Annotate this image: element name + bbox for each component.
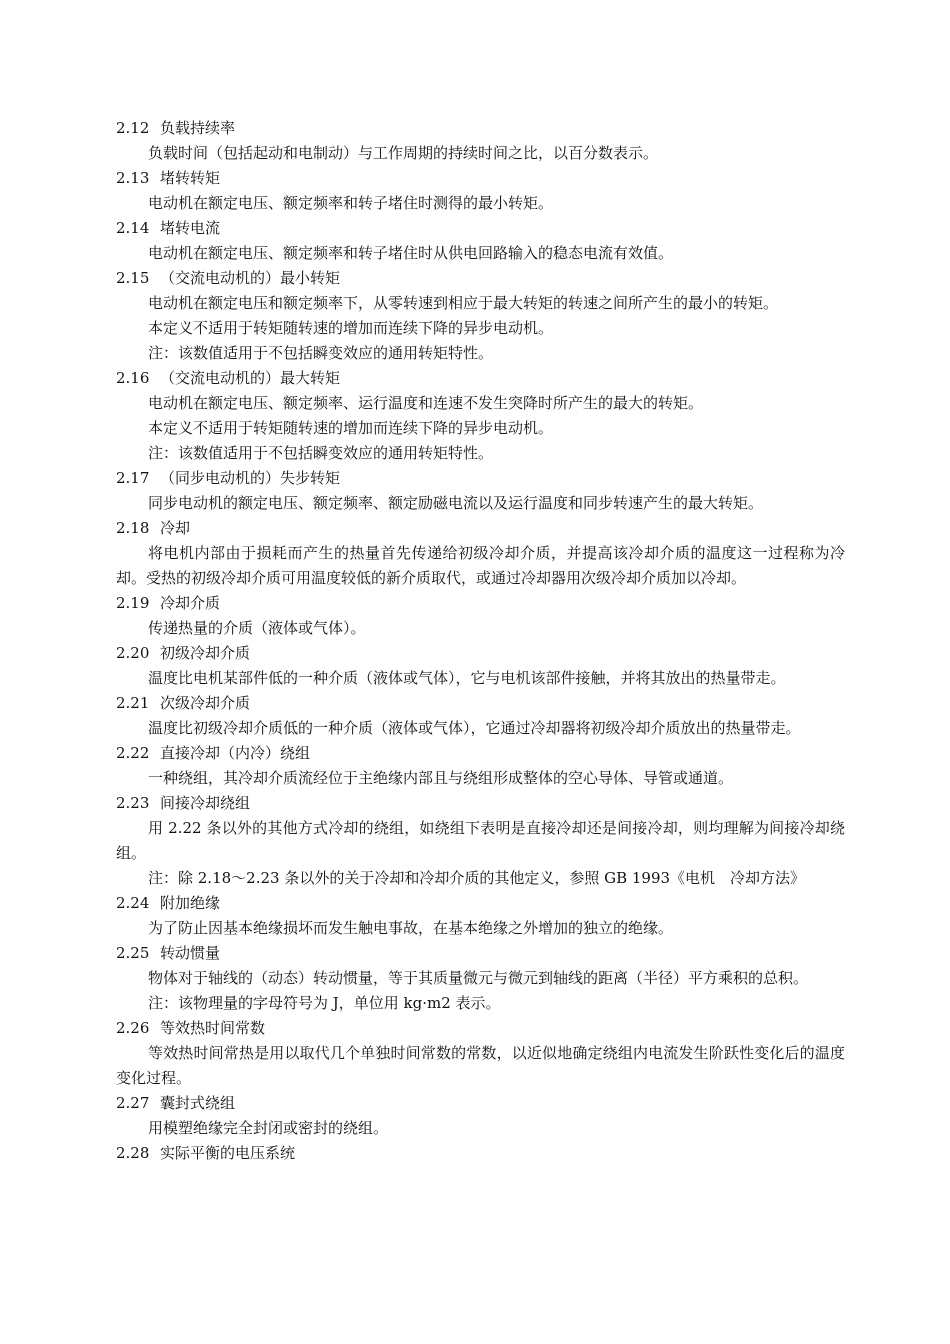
section-title: 间接冷却绕组 [160, 794, 251, 812]
definition-paragraph: 传递热量的介质（液体或气体）。 [148, 619, 366, 637]
definition-paragraph: 等效热时间常热是用以取代几个单独时间常数的常数，以近似地确定绕组内电流发生阶跃性变化后的温度变化过程。 [116, 1044, 845, 1087]
definition-section [0, 791, 950, 891]
section-title: 堵转电流 [160, 219, 221, 237]
section-number: 2.23 [116, 794, 150, 812]
definition-section [0, 641, 950, 691]
section-heading [0, 266, 950, 291]
section-title: （交流电动机的）最大转矩 [160, 369, 341, 387]
definition-paragraph: 电动机在额定电压、额定频率和转子堵住时从供电回路输入的稳态电流有效值。 [148, 244, 674, 262]
definition-paragraph: 用模塑绝缘完全封闭或密封的绕组。 [148, 1119, 389, 1137]
section-title: （交流电动机的）最小转矩 [160, 269, 341, 287]
section-heading [0, 891, 950, 916]
section-heading [0, 466, 950, 491]
section-number: 2.18 [116, 519, 150, 537]
section-title: 次级冷却介质 [160, 694, 251, 712]
section-heading [0, 366, 950, 391]
definition-paragraph: 温度比电机某部件低的一种介质（液体或气体），它与电机该部件接触，并将其放出的热量带走。 [148, 669, 786, 687]
section-heading [0, 216, 950, 241]
section-title: （同步电动机的）失步转矩 [160, 469, 341, 487]
note-paragraph: 注：该物理量的字母符号为 J，单位用 kg·m2 表示。 [148, 994, 501, 1012]
definition-paragraph: 温度比初级冷却介质低的一种介质（液体或气体），它通过冷却器将初级冷却介质放出的热量带走。 [148, 719, 801, 737]
definition-section [0, 116, 950, 166]
section-number: 2.15 [116, 269, 150, 287]
section-heading [0, 691, 950, 716]
definition-paragraph: 电动机在额定电压、额定频率和转子堵住时测得的最小转矩。 [148, 194, 554, 212]
section-heading [0, 1016, 950, 1041]
section-number: 2.14 [116, 219, 150, 237]
definition-section [0, 466, 950, 516]
section-heading [0, 1091, 950, 1116]
section-heading [0, 791, 950, 816]
definition-section [0, 941, 950, 1016]
section-number: 2.26 [116, 1019, 150, 1037]
definition-paragraph: 电动机在额定电压和额定频率下，从零转速到相应于最大转矩的转速之间所产生的最小的转矩。 [148, 294, 779, 312]
section-number: 2.21 [116, 694, 150, 712]
section-number: 2.13 [116, 169, 150, 187]
section-title: 附加绝缘 [160, 894, 221, 912]
definition-paragraph: 用 2.22 条以外的其他方式冷却的绕组，如绕组下表明是直接冷却还是间接冷却，则均理解为间接冷却绕组。 [116, 819, 845, 862]
section-heading [0, 591, 950, 616]
definition-section [0, 266, 950, 366]
definition-paragraph: 本定义不适用于转矩随转速的增加而连续下降的异步电动机。 [148, 419, 554, 437]
note-paragraph: 注：该数值适用于不包括瞬变效应的通用转矩特性。 [148, 444, 494, 462]
section-heading [0, 516, 950, 541]
section-number: 2.27 [116, 1094, 150, 1112]
section-number: 2.25 [116, 944, 150, 962]
definition-paragraph: 物体对于轴线的（动态）转动惯量，等于其质量微元与微元到轴线的距离（半径）平方乘积的总积。 [148, 969, 809, 987]
section-number: 2.24 [116, 894, 150, 912]
section-title: 实际平衡的电压系统 [160, 1144, 296, 1162]
definition-paragraph: 同步电动机的额定电压、额定频率、额定励磁电流以及运行温度和同步转速产生的最大转矩。 [148, 494, 764, 512]
section-title: 囊封式绕组 [160, 1094, 236, 1112]
definition-section [0, 1091, 950, 1141]
definition-section [0, 691, 950, 741]
definition-paragraph: 为了防止因基本绝缘损坏而发生触电事故，在基本绝缘之外增加的独立的绝缘。 [148, 919, 674, 937]
note-paragraph: 注：除 2.18～2.23 条以外的关于冷却和冷却介质的其他定义，参照 GB 1993《电机 冷却方法》 [148, 869, 806, 887]
section-heading [0, 1141, 950, 1166]
section-heading [0, 941, 950, 966]
definition-paragraph: 本定义不适用于转矩随转速的增加而连续下降的异步电动机。 [148, 319, 554, 337]
section-title: 转动惯量 [160, 944, 221, 962]
definitions-list [0, 116, 950, 1166]
section-title: 冷却 [160, 519, 191, 537]
section-number: 2.20 [116, 644, 150, 662]
definition-section [0, 741, 950, 791]
section-number: 2.22 [116, 744, 150, 762]
section-heading [0, 166, 950, 191]
section-title: 冷却介质 [160, 594, 221, 612]
definition-section [0, 166, 950, 216]
section-title: 直接冷却（内冷）绕组 [160, 744, 311, 762]
definition-section [0, 1016, 950, 1091]
section-title: 等效热时间常数 [160, 1019, 266, 1037]
definition-section [0, 1141, 950, 1166]
section-number: 2.12 [116, 119, 150, 137]
definition-section [0, 591, 950, 641]
definition-section [0, 366, 950, 466]
section-heading [0, 741, 950, 766]
definition-paragraph: 一种绕组，其冷却介质流经位于主绝缘内部且与绕组形成整体的空心导体、导管或通道。 [148, 769, 734, 787]
section-title: 负载持续率 [160, 119, 236, 137]
section-number: 2.28 [116, 1144, 150, 1162]
definition-paragraph: 负载时间（包括起动和电制动）与工作周期的持续时间之比，以百分数表示。 [148, 144, 659, 162]
section-number: 2.17 [116, 469, 150, 487]
definition-section [0, 891, 950, 941]
definition-paragraph: 将电机内部由于损耗而产生的热量首先传递给初级冷却介质，并提高该冷却介质的温度这一过程称为冷却。受热的初级冷却介质可用温度较低的新介质取代，或通过冷却器用次级冷却介质加以冷却。 [116, 544, 845, 587]
definition-section [0, 216, 950, 266]
section-title: 初级冷却介质 [160, 644, 251, 662]
definition-paragraph: 电动机在额定电压、额定频率、运行温度和连速不发生突降时所产生的最大的转矩。 [148, 394, 704, 412]
section-heading [0, 116, 950, 141]
section-heading [0, 641, 950, 666]
section-title: 堵转转矩 [160, 169, 221, 187]
note-paragraph: 注：该数值适用于不包括瞬变效应的通用转矩特性。 [148, 344, 494, 362]
section-number: 2.16 [116, 369, 150, 387]
definition-section [0, 516, 950, 591]
section-number: 2.19 [116, 594, 150, 612]
